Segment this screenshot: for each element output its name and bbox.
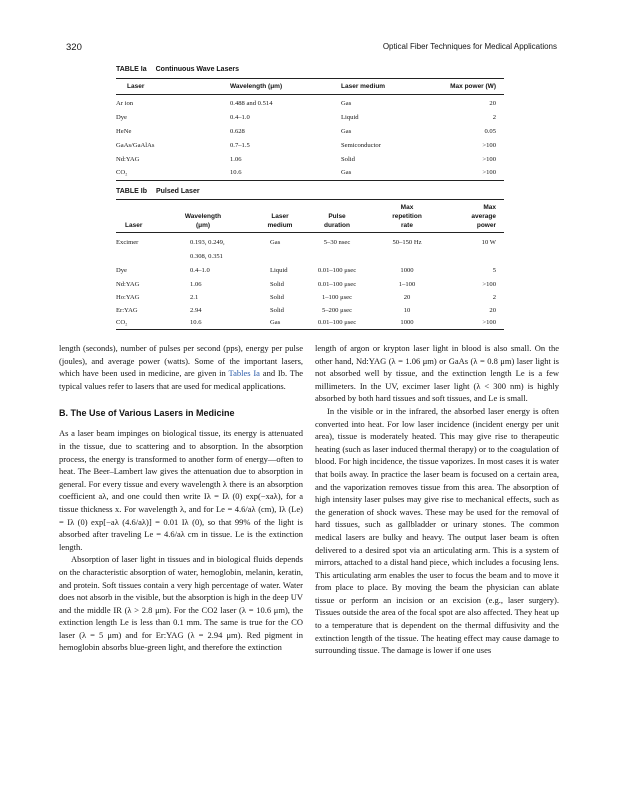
table-cell: 20 — [489, 100, 496, 107]
table-cell: Solid — [270, 281, 284, 288]
paragraph: In the visible or in the infrared, the absorbed laser energy is often converted into heat. For low laser incidence (incident energy per unit area), tissue is moderately heated. This may give rise to therapeutic heating (such as laser induced thermal therapy) or to the coagulation of blood. For high incidence, the tissue vaporizes. In most cases it is water that boils away. In practice the laser beam is focused on a certain area, and the vaporization removes tissue from this area. The absorption of high intensity laser pulses may give rise to mechanical effects, such as the generation of shock waves. These may be used for the removal of hard tissues, such as gallbladder or urinary stones. The common medical lasers are bulky and heavy. The output laser beam is often delivered to a desired spot via an articulating arm. This is a system of mirrors, attached to a distal hand piece, which includes a focusing lens. This articulating arm enables the user to focus the beam and to move it from place to place. By moving the beam the physician can ablate tissue or perform an incision or an excision (e.g., laser surgery). Tissues outside the area of the focal spot are also affected. They heat up to a temperature that is dependent on the thermal diffusivity and the extinction length of the tissue. The heating effect may cause damage to surrounding tissue. The damage is lower if one uses — [315, 405, 559, 656]
table-ib-bottom-rule — [116, 329, 504, 330]
table-ia-label: TABLE Ia — [116, 66, 147, 73]
table-cell: 10.6 — [190, 319, 202, 326]
table-ia-title: Continuous Wave Lasers — [155, 66, 239, 73]
table-ib-header: (μm) — [195, 222, 211, 229]
table-cell: 0.01–100 μsec — [317, 267, 357, 274]
table-cell: 0.628 — [230, 128, 245, 135]
paragraph: As a laser beam impinges on biological tissue, its energy is attenuated in the tissue, due to scattering and to absorption. In the absorption process, the energy is transformed to another form of energy—often to heat. The Beer–Lambert law gives the attenuation due to absorption in general. For every tissue and every wavelength λ there is an absorption coefficient aλ, and one could then write Iλ = Iλ (0) exp(−xaλ), for a tissue thickness x. For wavelength λ, and for Le = 4.6/aλ (cm), Iλ (Le) = Iλ (0) exp[−aλ (4.6/aλ)] = 0.01 Iλ (0), so that 99% of the light is absorbed after traveling Le = 4.6/aλ cm in tissue. Le is the extinction length. — [59, 428, 303, 552]
table-cell: 1–100 — [398, 281, 416, 288]
table-cell: 2.1 — [190, 294, 199, 301]
right-column — [315, 342, 559, 657]
table-cell: >100 — [482, 156, 496, 163]
table-cell: 2 — [492, 114, 496, 121]
table-ib-top-rule — [116, 199, 504, 200]
table-ia-bottom-rule — [116, 180, 504, 181]
paragraph-text: and Ib. The typical values refer to lasers that are used for medical applications. — [59, 368, 303, 391]
table-ia-header: Laser — [127, 83, 145, 90]
table-ib-label: TABLE Ib — [116, 188, 147, 195]
table-cell: HeNe — [116, 128, 132, 135]
table-cell: 10 W — [481, 239, 496, 246]
table-cell: 0.05 — [484, 128, 496, 135]
table-cell: >100 — [482, 281, 496, 288]
table-cell: Liquid — [341, 114, 359, 121]
table-ib-header: Laser — [125, 222, 143, 229]
table-ib-header: average — [471, 213, 496, 220]
paragraph: length of argon or krypton laser light in blood is also small. On the other hand, Nd:YAG (λ = 1.06 μm) or GaAs (λ = 0.8 μm) laser light is not absorbed well by tissue, and the extinction length Le is a few millimeters. In the UV, excimer laser light (λ < 300 nm) is highly absorbed by both hard tissues and soft tissues, and Le is small. — [315, 343, 559, 404]
table-cell: Gas — [341, 169, 352, 176]
running-title: Optical Fiber Techniques for Medical Applications — [382, 42, 557, 51]
table-cell: Dye — [116, 267, 127, 274]
table-cell: Nd:YAG — [116, 156, 140, 163]
table-cell: CO₂ — [116, 319, 128, 326]
table-cell: Gas — [270, 239, 281, 246]
table-cell: 0.193, 0.249, — [190, 239, 225, 246]
table-ib-title: Pulsed Laser — [155, 188, 200, 195]
table-ib-header: Max — [400, 204, 414, 211]
table-ia-header-rule — [116, 94, 504, 95]
table-ib-caption — [116, 188, 200, 195]
table-ib-header: Pulse — [328, 213, 346, 220]
table-cell: 0.7–1.5 — [230, 142, 250, 149]
table-cell: 2 — [492, 294, 496, 301]
table-cell: Solid — [270, 307, 284, 314]
paragraph-text: length (seconds), number of pulses per second (pps), energy per pulse (joules), and average power (watts). Some of the important lasers, which have been used in medicine, are given in — [59, 343, 303, 379]
left-column — [59, 342, 303, 654]
table-cell: 5 — [492, 267, 496, 274]
table-cell: 5–30 nsec — [323, 239, 351, 246]
table-cell: 1.06 — [230, 156, 242, 163]
table-cell: 0.488 and 0.514 — [230, 100, 273, 107]
table-ib-header: Wavelength — [184, 213, 222, 220]
table-cell: Nd:YAG — [116, 281, 140, 288]
table-cell: 0.4–1.0 — [190, 267, 210, 274]
table-cell: Liquid — [270, 267, 288, 274]
table-cell: 10 — [403, 307, 411, 314]
page-number: 320 — [66, 42, 82, 53]
table-cell: 2.94 — [190, 307, 202, 314]
tables-link[interactable]: Tables Ia — [228, 368, 260, 379]
table-cell: Solid — [270, 294, 284, 301]
table-cell: 0.308, 0.351 — [190, 253, 223, 260]
table-ib-header: Laser — [271, 213, 289, 220]
table-ia-header: Laser medium — [341, 83, 386, 90]
table-ib-header: rate — [401, 222, 413, 229]
table-ia-top-rule — [116, 78, 504, 79]
table-cell: Gas — [341, 128, 352, 135]
table-cell: CO₂ — [116, 169, 128, 176]
table-cell: Gas — [341, 100, 352, 107]
table-cell: 10.6 — [230, 169, 242, 176]
table-cell: Ar ion — [116, 100, 134, 107]
table-ib-header: repetition — [392, 213, 422, 220]
table-cell: >100 — [482, 142, 496, 149]
table-ib-header: duration — [324, 222, 350, 229]
table-cell: 0.4–1.0 — [230, 114, 250, 121]
paragraph: Absorption of laser light in tissues and in biological fluids depends on the characteristic absorption of water, hemoglobin, melanin, keratin, and protein. Soft tissues contain a very high percentage of water. Water does not absorb in the visible, but the absorption is high in the deep UV and the middle IR (λ > 2.8 μm). For the CO2 laser (λ = 10.6 μm), the extinction length Le is less than 0.1 mm. The same is true for the CO laser (λ = 5 μm) and for Er:YAG (λ = 2.94 μm). Red pigment in hemoglobin absorbs blue-green light, and therefore the extinction — [59, 554, 303, 653]
table-cell: 20 — [489, 307, 496, 314]
table-cell: 1.06 — [190, 281, 202, 288]
table-cell: 5–200 μsec — [321, 307, 353, 314]
table-cell: 1000 — [400, 319, 414, 326]
table-cell: Er:YAG — [116, 307, 138, 314]
table-ia-header: Max power (W) — [450, 83, 496, 90]
section-heading: B. The Use of Various Lasers in Medicine — [59, 408, 235, 419]
table-ib-header: Max — [483, 204, 496, 211]
table-cell: GaAs/GaAlAs — [116, 142, 155, 149]
table-cell: >100 — [482, 319, 496, 326]
table-cell: Solid — [341, 156, 355, 163]
table-ia-header: Wavelength (μm) — [230, 83, 283, 90]
table-ib-header: medium — [267, 222, 293, 229]
table-cell: Gas — [270, 319, 281, 326]
table-cell: Ho:YAG — [116, 294, 140, 301]
table-cell: 20 — [403, 294, 411, 301]
table-cell: >100 — [482, 169, 496, 176]
table-cell: 1–100 μsec — [321, 294, 353, 301]
table-cell: 1000 — [400, 267, 414, 274]
table-ib-header: power — [476, 222, 496, 229]
table-cell: 0.01–100 μsec — [317, 319, 357, 326]
table-cell: Excimer — [116, 239, 139, 246]
table-cell: Dye — [116, 114, 127, 121]
table-ia-caption — [116, 66, 239, 73]
table-cell: Semiconductor — [341, 142, 381, 149]
paragraph — [59, 342, 303, 392]
table-cell: 0.01–100 μsec — [317, 281, 357, 288]
table-cell: 50–150 Hz — [392, 239, 422, 246]
table-ib-header-rule — [116, 232, 504, 233]
